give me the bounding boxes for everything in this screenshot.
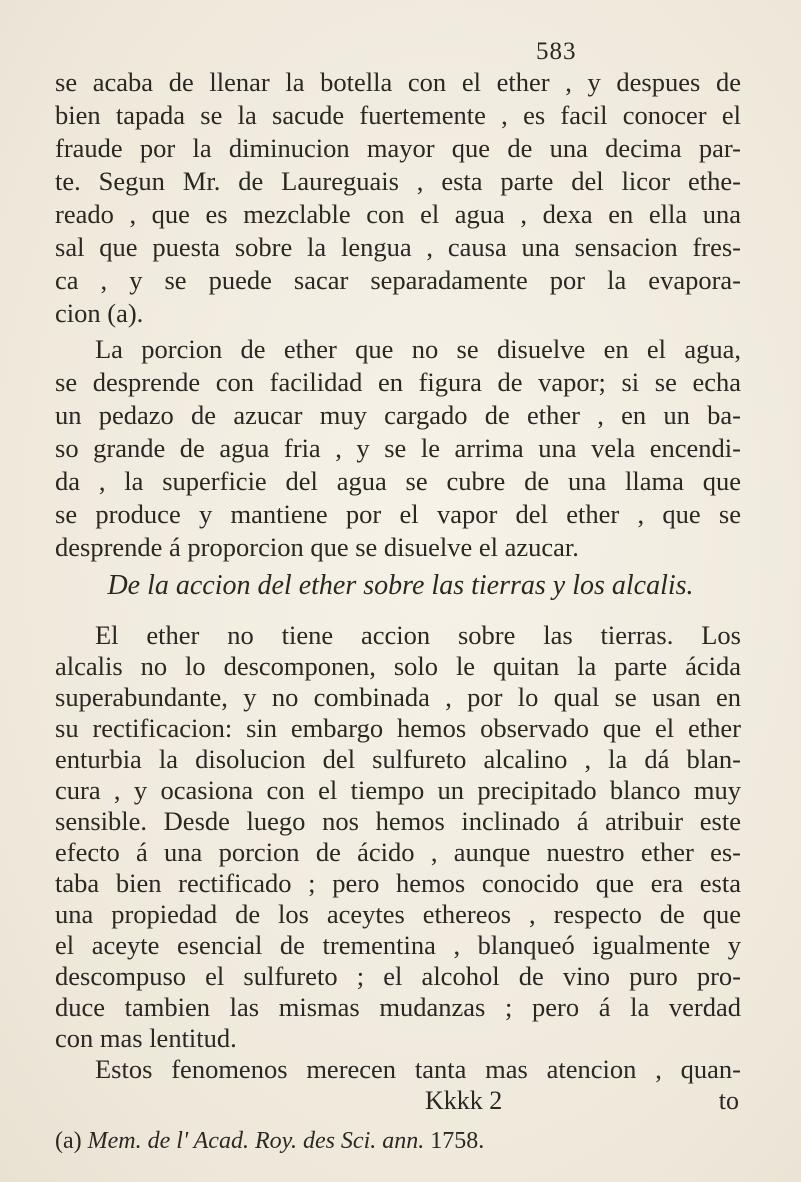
signature-mark: Kkkk 2: [425, 1086, 503, 1115]
text-line: con mas lentitud.: [55, 1023, 237, 1053]
text-line: el aceyte esencial de trementina , blanqueó igualmente y: [55, 930, 741, 960]
text-line: una propiedad de los aceytes ethereos , respecto de que: [55, 899, 741, 929]
text-line: sal que puesta sobre la lengua , causa una sensacion fres-: [55, 232, 741, 262]
text-line: un pedazo de azucar muy cargado de ether , en un ba-: [55, 400, 741, 430]
text-line: alcalis no lo descomponen, solo le quitan la parte ácida: [55, 651, 741, 681]
text-line: Estos fenomenos merecen tanta mas atencion , quan-: [95, 1054, 741, 1084]
text-line: superabundante, y no combinada , por lo qual se usan en: [55, 682, 741, 712]
text-line: reado , que es mezclable con el agua , dexa en ella una: [55, 199, 741, 229]
footnote-marker: (a): [55, 1128, 82, 1154]
signature-row: [55, 1086, 741, 1120]
text-line: ca , y se puede sacar separadamente por la evapora-: [55, 265, 741, 295]
text-line: se acaba de llenar la botella con el ether , y despues de: [55, 67, 741, 97]
text-line: enturbia la disolucion del sulfureto alcalino , la dá blan-: [55, 744, 741, 774]
text-line: La porcion de ether que no se disuelve en el agua,: [95, 334, 741, 364]
text-line: cura , y ocasiona con el tiempo un precipitado blanco muy: [55, 775, 741, 805]
text-line: El ether no tiene accion sobre las tierras. Los: [95, 620, 741, 650]
text-line: desprende á proporcion que se disuelve el azucar.: [55, 532, 579, 562]
text-line: se produce y mantiene por el vapor del ether , que se: [55, 499, 741, 529]
text-line: taba bien rectificado ; pero hemos conocido que era esta: [55, 868, 741, 898]
text-line: cion (a).: [55, 298, 144, 328]
text-line: fraude por la diminucion mayor que de una decima par-: [55, 133, 741, 163]
page-number: 583: [536, 38, 577, 65]
footnote: [55, 1128, 484, 1155]
footnote-year: 1758.: [430, 1128, 485, 1154]
text-line: so grande de agua fria , y se le arrima una vela encendi-: [55, 433, 741, 463]
text-line: da , la superficie del agua se cubre de una llama que: [55, 466, 741, 496]
text-line: te. Segun Mr. de Laureguais , esta parte del licor ethe-: [55, 166, 741, 196]
text-line: se desprende con facilidad en figura de vapor; si se echa: [55, 367, 741, 397]
catchword: to: [718, 1086, 739, 1115]
text-line: su rectificacion: sin embargo hemos observado que el ether: [55, 713, 741, 743]
text-line: descompuso el sulfureto ; el alcohol de vino puro pro-: [55, 961, 741, 991]
section-heading: De la accion del ether sobre las tierras y los alcalis.: [107, 570, 694, 601]
text-line: duce tambien las mismas mudanzas ; pero á la verdad: [55, 992, 741, 1022]
text-line: efecto á una porcion de ácido , aunque nuestro ether es-: [55, 837, 741, 867]
text-line: bien tapada se la sacude fuertemente , es facil conocer el: [55, 100, 741, 130]
text-line: sensible. Desde luego nos hemos inclinado á atribuir este: [55, 806, 741, 836]
footnote-citation: Mem. de l' Acad. Roy. des Sci. ann.: [87, 1128, 425, 1154]
